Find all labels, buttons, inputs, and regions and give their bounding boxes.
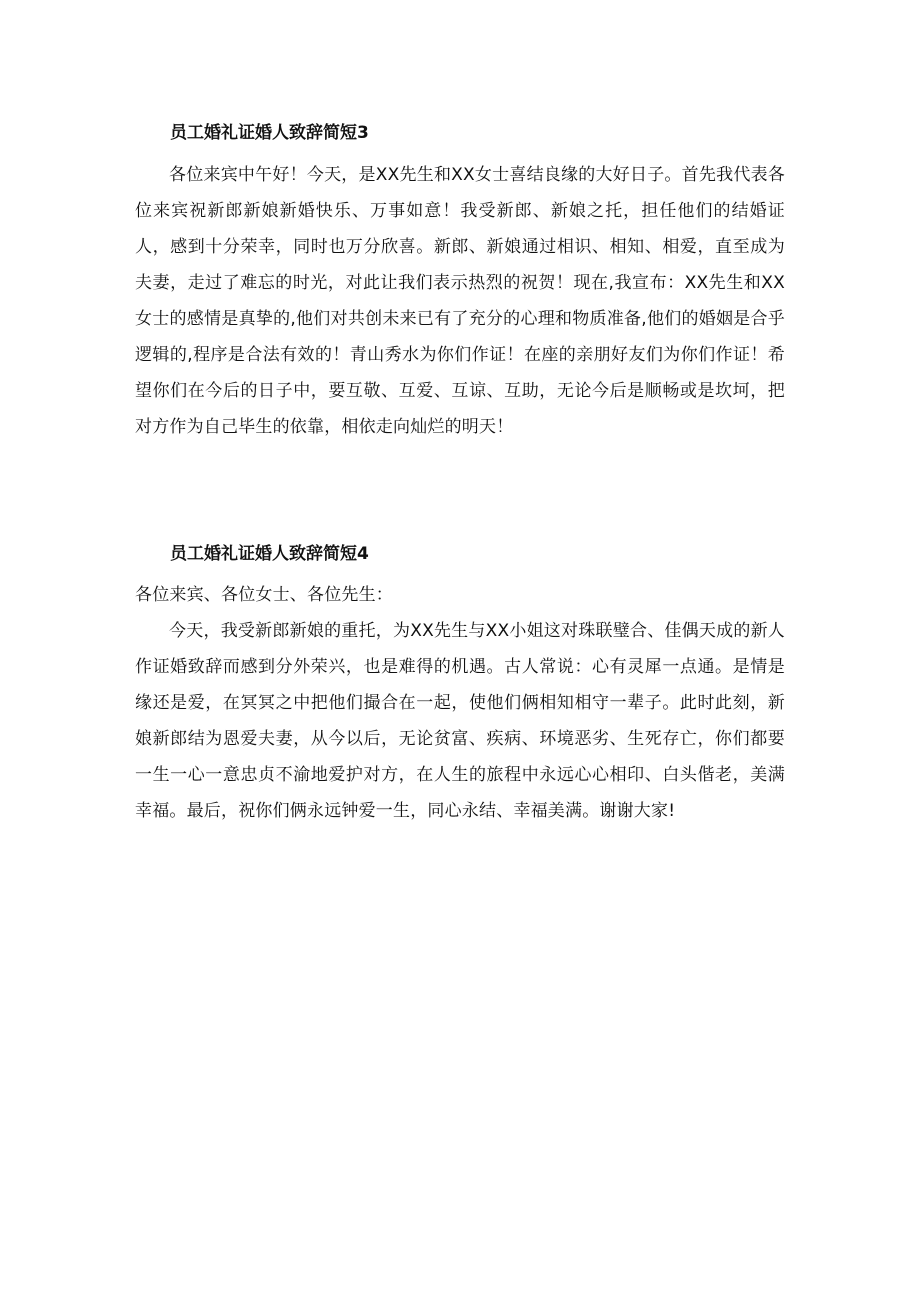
section-title-4: 员工婚礼证婚人致辞简短4 — [170, 544, 369, 564]
section-3-body — [135, 157, 785, 445]
section-4-salutation: 各位来宾、各位女士、各位先生： — [135, 585, 393, 605]
section-3-paragraph: 各位来宾中午好！今天，是XX先生和XX女士喜结良缘的大好日子。首先我代表各位来宾祝新郎新娘新婚快乐、万事如意！我受新郎、新娘之托，担任他们的结婚证人，感到十分荣幸，同时也万分欣喜。新郎、新娘通过相识、相知、相爱，直至成为夫妻，走过了难忘的时光，对此让我们表示热烈的祝贺！现在,我宣布：XX先生和XX女士的感情是真挚的,他们对共创未来已有了充分的心理和物质准备,他们的婚姻是合乎逻辑的,程序是合法有效的！青山秀水为你们作证！在座的亲朋好友们为你们作证！希望你们在今后的日子中，要互敬、互爱、互谅、互助，无论今后是顺畅或是坎坷，把对方作为自己毕生的依靠，相依走向灿烂的明天！ — [135, 165, 785, 437]
section-4-paragraph: 今天，我受新郎新娘的重托，为XX先生与XX小姐这对珠联璧合、佳偶天成的新人作证婚致辞而感到分外荣兴，也是难得的机遇。古人常说：心有灵犀一点通。是情是缘还是爱，在冥冥之中把他们撮合在一起，使他们俩相知相守一辈子。此时此刻，新娘新郎结为恩爱夫妻，从今以后，无论贫富、疾病、环境恶劣、生死存亡，你们都要一生一心一意忠贞不渝地爱护对方，在人生的旅程中永远心心相印、白头偕老，美满幸福。最后，祝你们俩永远钟爱一生，同心永结、幸福美满。谢谢大家! — [135, 621, 785, 821]
section-title-3: 员工婚礼证婚人致辞简短3 — [170, 123, 369, 143]
section-4-body — [135, 577, 785, 829]
